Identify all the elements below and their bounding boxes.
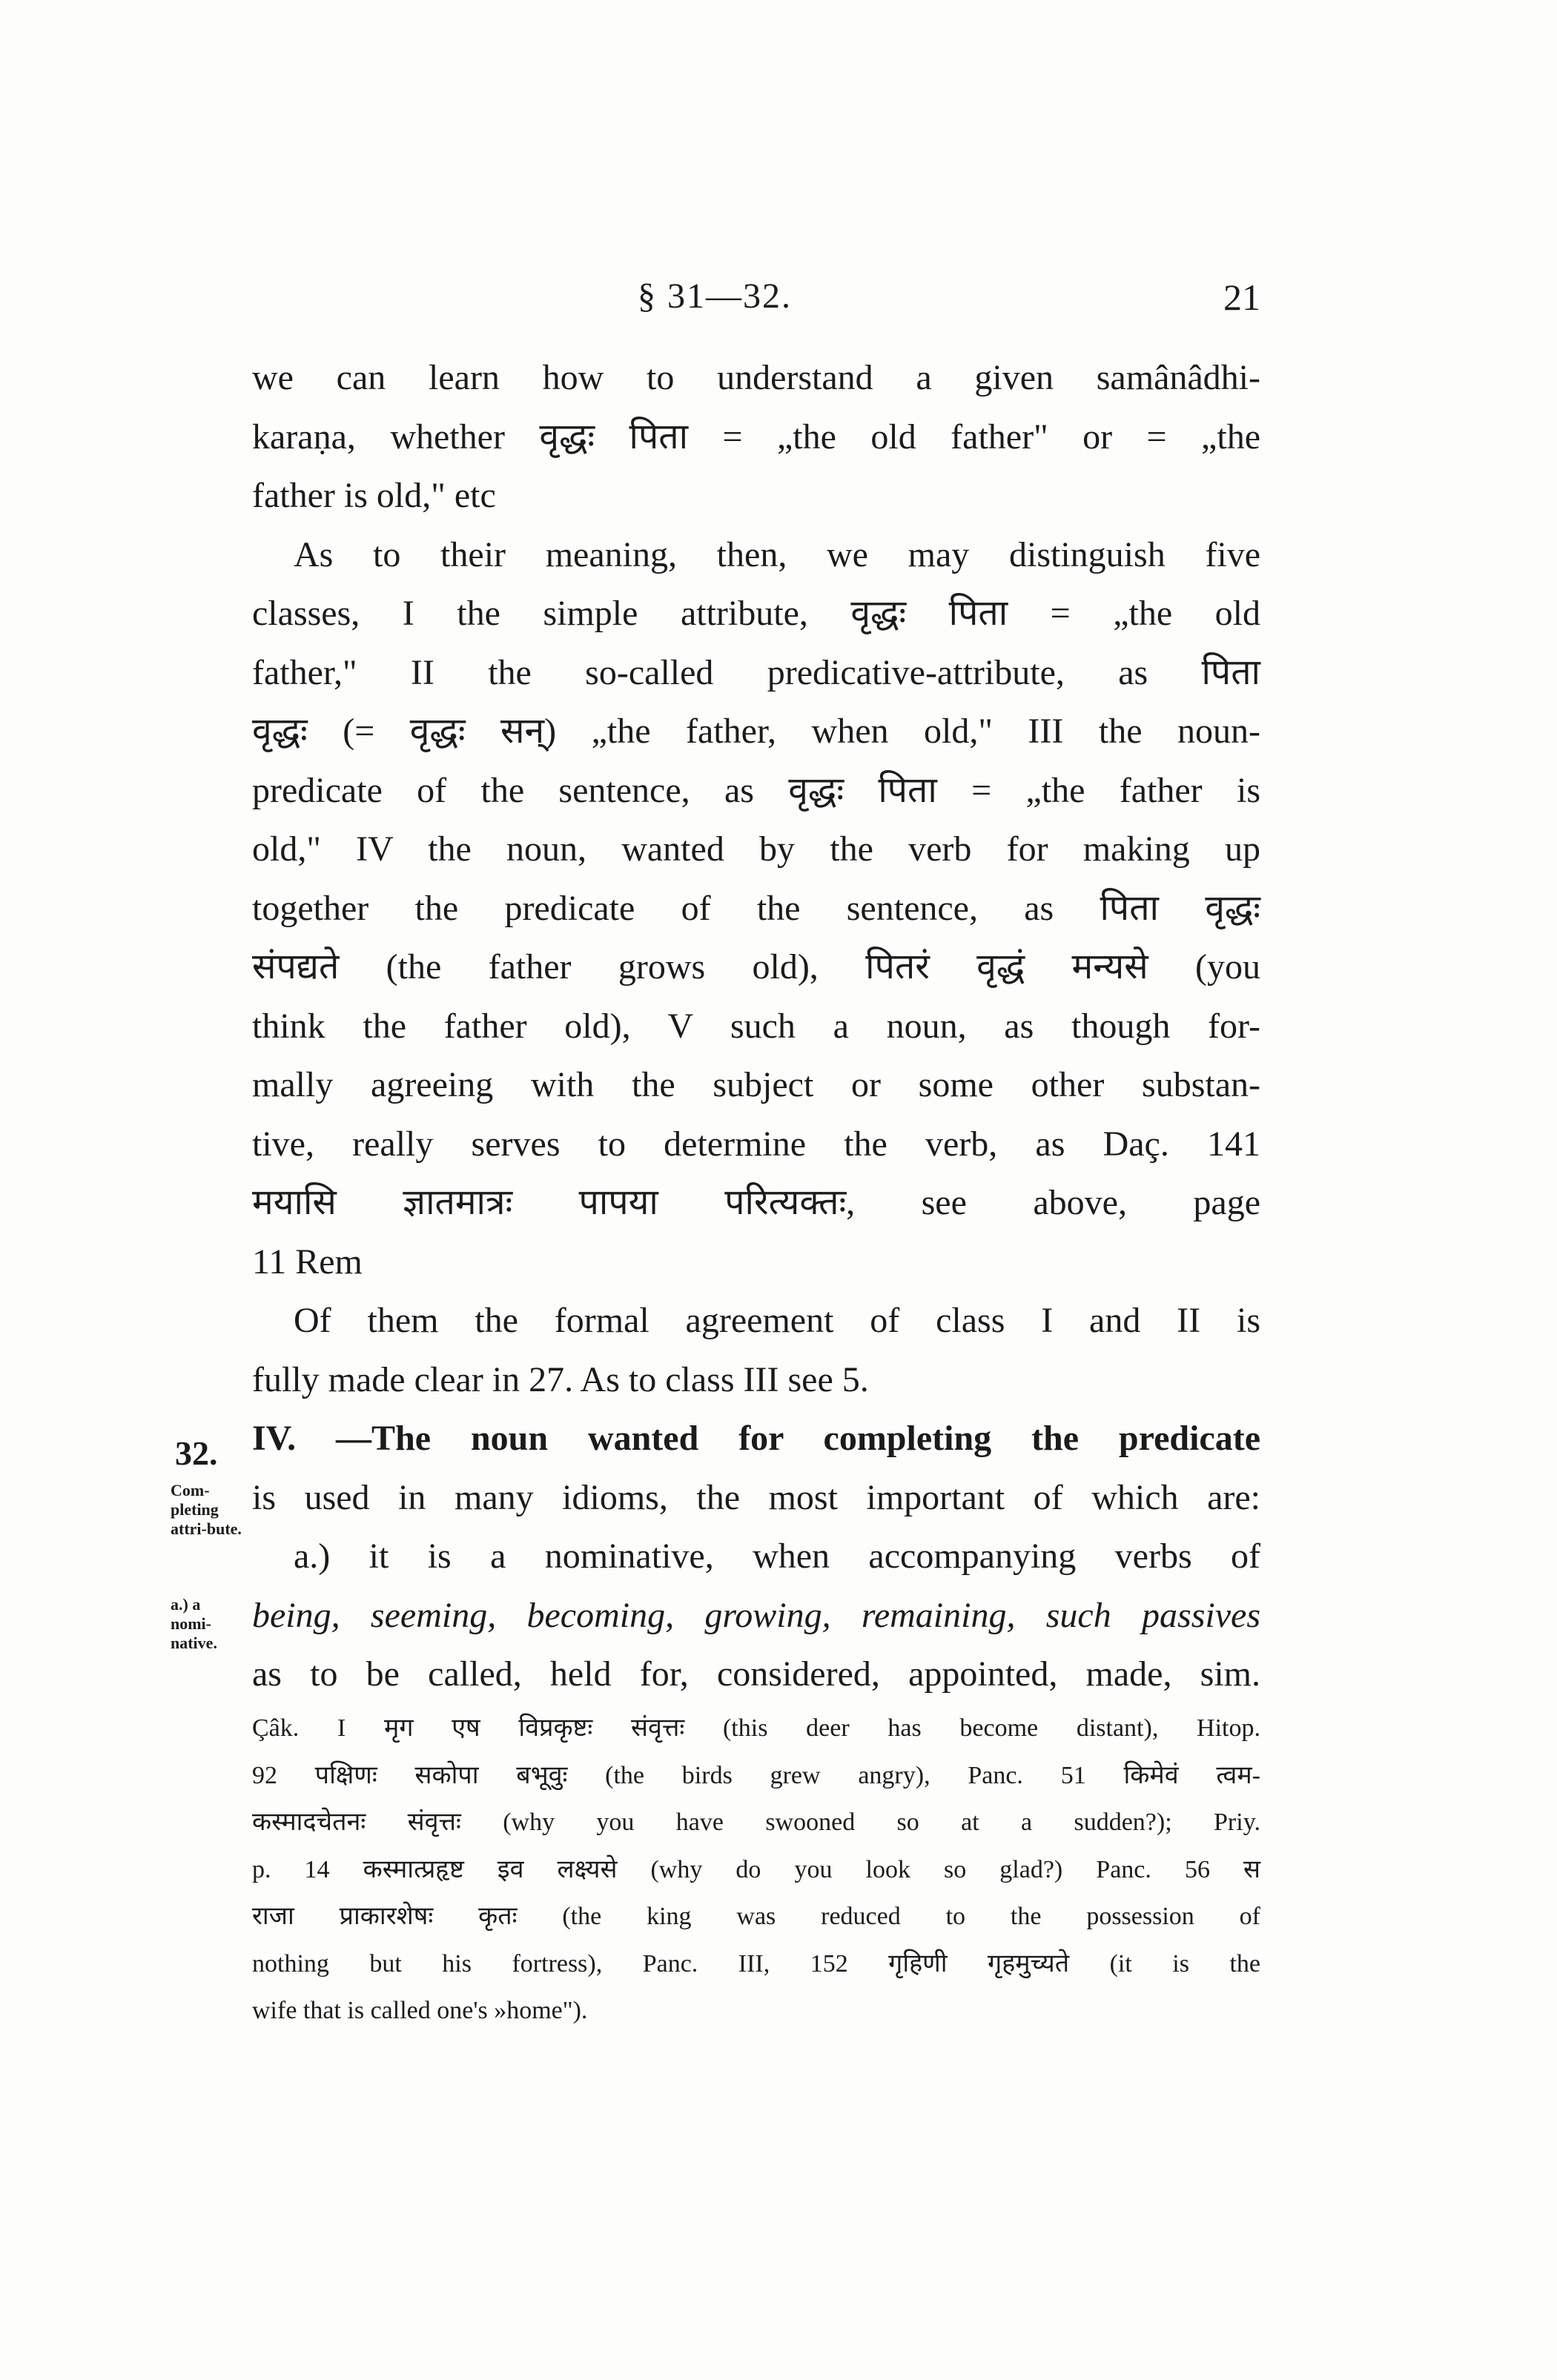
page-number: 21 bbox=[1223, 276, 1260, 318]
text-line: we can learn how to understand a given samânâdhi- bbox=[252, 358, 1260, 397]
example-line: कस्मादचेतनः संवृत्तः (why you have swooned so at a sudden?); Priy. bbox=[252, 1809, 1260, 1836]
section-heading-line: IV. —The noun wanted for completing the predicate bbox=[252, 1419, 1260, 1458]
example-line: 92 पक्षिणः सकोपा बभूवुः (the birds grew angry), Panc. 51 किमेवं त्वम- bbox=[252, 1761, 1260, 1789]
text-line: संपद्यते (the father grows old), पितरं वृद्धं मन्यसे (you bbox=[252, 947, 1260, 987]
text-line: is used in many idioms, the most important of which are: bbox=[252, 1477, 1260, 1517]
margin-note: Com-pleting attri-bute. bbox=[171, 1481, 242, 1538]
main-text bbox=[252, 348, 1260, 1704]
text-line: Of them the formal agreement of class I and II is bbox=[294, 1301, 1260, 1340]
text-line: a.) it is a nominative, when accompanying verbs of bbox=[294, 1537, 1260, 1576]
text-line: As to their meaning, then, we may distinguish five bbox=[294, 534, 1260, 574]
text-line: being, seeming, becoming, growing, remaining, such passives bbox=[252, 1595, 1260, 1635]
text-line: 11 Rem bbox=[252, 1242, 363, 1282]
example-line: p. 14 कस्मात्प्रहृष्ट इव लक्ष्यसे (why do you look so glad?) Panc. 56 स bbox=[252, 1855, 1260, 1883]
text-line: think the father old), V such a noun, as though for- bbox=[252, 1006, 1260, 1046]
text-line: father is old," etc bbox=[252, 476, 496, 515]
example-line: nothing but his fortress), Panc. III, 152 गृहिणी गृहमुच्यते (it is the bbox=[252, 1949, 1260, 1978]
text-line: वृद्धः (= वृद्धः सन्) „the father, when old," III the noun- bbox=[252, 712, 1260, 751]
section-reference: § 31—32. bbox=[638, 276, 792, 316]
text-line: मयासि ज्ञातमात्रः पापया परित्यक्तः, see above, page bbox=[252, 1183, 1260, 1222]
margin-note: a.) a nomi-native. bbox=[171, 1595, 217, 1652]
text-line: mally agreeing with the subject or some other substan- bbox=[252, 1065, 1260, 1104]
text-line: tive, really serves to determine the verb, as Daç. 141 bbox=[252, 1124, 1260, 1164]
text-line: karaṇa, whether वृद्धः पिता = „the old father" or = „the bbox=[252, 417, 1260, 457]
text-line: fully made clear in 27. As to class III see 5. bbox=[252, 1359, 869, 1399]
example-line: wife that is called one's »home"). bbox=[252, 1997, 588, 2024]
text-line: old," IV the noun, wanted by the verb for making up bbox=[252, 829, 1260, 869]
text-line: as to be called, held for, considered, appointed, made, sim. bbox=[252, 1654, 1260, 1694]
text-line: together the predicate of the sentence, as पिता वृद्धः bbox=[252, 888, 1260, 928]
text-line: classes, I the simple attribute, वृद्धः पिता = „the old bbox=[252, 594, 1260, 633]
example-line: राजा प्राकारशेषः कृतः (the king was reduced to the possession of bbox=[252, 1903, 1260, 1930]
section-number: 32. bbox=[175, 1434, 218, 1472]
example-block bbox=[252, 1705, 1260, 2035]
example-line: Çâk. I मृग एष विप्रकृष्टः संवृत्तः (this deer has become distant), Hitop. bbox=[252, 1714, 1260, 1742]
text-line: predicate of the sentence, as वृद्धः पिता = „the father is bbox=[252, 770, 1260, 810]
page-header bbox=[252, 276, 1260, 328]
text-line: father," II the so-called predicative-attribute, as पिता bbox=[252, 652, 1260, 692]
